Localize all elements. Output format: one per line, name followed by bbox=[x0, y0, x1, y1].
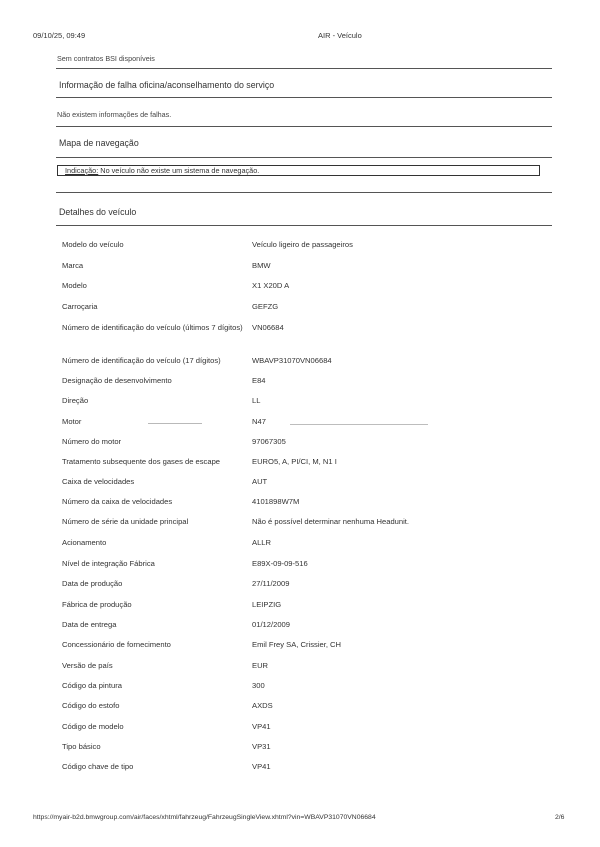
faults-section-title: Informação de falha oficina/aconselhamento do serviço bbox=[59, 80, 275, 90]
detail-value: VP31 bbox=[252, 742, 271, 751]
detail-label: Direção bbox=[62, 396, 89, 405]
detail-row bbox=[0, 302, 600, 320]
detail-row bbox=[0, 281, 600, 299]
bsi-note: Sem contratos BSI disponíveis bbox=[57, 54, 155, 63]
detail-value: VN06684 bbox=[252, 323, 284, 332]
detail-value: 01/12/2009 bbox=[252, 620, 291, 629]
detail-label: Acionamento bbox=[62, 538, 107, 547]
details-section-title: Detalhes do veículo bbox=[59, 207, 137, 217]
nav-section-title: Mapa de navegação bbox=[59, 138, 139, 148]
detail-row bbox=[0, 538, 600, 556]
footer-url[interactable]: https://myair-b2d.bmwgroup.com/air/faces/xhtml/fahrzeug/FahrzeugSingleView.xhtml?vin=WBAVP31070VN06684 bbox=[33, 814, 376, 821]
detail-value: Não é possível determinar nenhuma Headunit. bbox=[252, 517, 410, 526]
detail-row bbox=[0, 417, 600, 435]
detail-row bbox=[0, 620, 600, 638]
detail-row bbox=[0, 261, 600, 279]
detail-label: Concessionário de fornecimento bbox=[62, 640, 171, 649]
detail-label: Número de série da unidade principal bbox=[62, 517, 189, 526]
detail-row bbox=[0, 396, 600, 414]
detail-value: Emil Frey SA, Crissier, CH bbox=[252, 640, 342, 649]
detail-label: Código de modelo bbox=[62, 722, 124, 731]
divider bbox=[56, 97, 552, 98]
detail-value: X1 X20D A bbox=[252, 281, 290, 290]
print-title: AIR - Veículo bbox=[318, 31, 362, 40]
detail-row bbox=[0, 240, 600, 258]
detail-label: Número de identificação do veículo (17 dígitos) bbox=[62, 356, 221, 365]
detail-label: Versão de país bbox=[62, 661, 113, 670]
detail-label: Fábrica de produção bbox=[62, 600, 132, 609]
detail-label: Código chave de tipo bbox=[62, 762, 134, 771]
faults-text: Não existem informações de falhas. bbox=[57, 110, 172, 119]
detail-value: EURO5, A, PI/CI, M, N1 I bbox=[252, 457, 337, 466]
detail-row bbox=[0, 600, 600, 618]
detail-label: Modelo bbox=[62, 281, 87, 290]
nav-hint-box bbox=[57, 165, 540, 176]
print-datetime: 09/10/25, 09:49 bbox=[33, 31, 86, 40]
detail-row bbox=[0, 701, 600, 719]
detail-row bbox=[0, 517, 600, 535]
divider bbox=[56, 68, 552, 69]
divider bbox=[56, 225, 552, 226]
detail-value: LL bbox=[252, 396, 261, 405]
detail-value: AXDS bbox=[252, 701, 273, 710]
detail-value: N47 bbox=[252, 417, 266, 426]
detail-label: Nível de integração Fábrica bbox=[62, 559, 155, 568]
detail-value: 27/11/2009 bbox=[252, 579, 290, 588]
detail-row bbox=[0, 640, 600, 658]
detail-label: Modelo do veículo bbox=[62, 240, 124, 249]
detail-value: LEIPZIG bbox=[252, 600, 282, 609]
detail-value: 300 bbox=[252, 681, 265, 690]
detail-value: BMW bbox=[252, 261, 271, 270]
detail-label: Número do motor bbox=[62, 437, 122, 446]
detail-value: VP41 bbox=[252, 722, 271, 731]
divider bbox=[56, 157, 552, 158]
detail-value: WBAVP31070VN06684 bbox=[252, 356, 332, 365]
detail-value: E89X-09-09-516 bbox=[252, 559, 308, 568]
detail-label: Código da pintura bbox=[62, 681, 122, 690]
detail-label: Data de produção bbox=[62, 579, 123, 588]
detail-value: E84 bbox=[252, 376, 266, 385]
detail-row bbox=[0, 376, 600, 394]
scan-mark bbox=[290, 424, 428, 425]
detail-value: EUR bbox=[252, 661, 269, 670]
detail-row bbox=[0, 437, 600, 455]
detail-row bbox=[0, 559, 600, 577]
detail-row bbox=[0, 579, 600, 597]
detail-value: GEFZG bbox=[252, 302, 279, 311]
detail-row bbox=[0, 661, 600, 679]
detail-row bbox=[0, 323, 600, 341]
detail-row bbox=[0, 457, 600, 475]
detail-row bbox=[0, 356, 600, 374]
detail-label: Caixa de velocidades bbox=[62, 477, 135, 486]
detail-value: ALLR bbox=[252, 538, 271, 547]
detail-label: Data de entrega bbox=[62, 620, 117, 629]
page-number: 2/6 bbox=[555, 814, 565, 821]
detail-row bbox=[0, 497, 600, 515]
detail-label: Tratamento subsequente dos gases de escape bbox=[62, 457, 221, 466]
detail-value: AUT bbox=[252, 477, 268, 486]
scan-mark bbox=[148, 423, 202, 424]
nav-hint-label: Indicação: bbox=[65, 166, 99, 175]
detail-row bbox=[0, 477, 600, 495]
detail-value: 97067305 bbox=[252, 437, 286, 446]
detail-label: Tipo básico bbox=[62, 742, 101, 751]
divider bbox=[56, 126, 552, 127]
detail-row bbox=[0, 722, 600, 740]
divider bbox=[56, 192, 552, 193]
detail-value: VP41 bbox=[252, 762, 271, 771]
detail-label: Marca bbox=[62, 261, 84, 270]
detail-value: 4101898W7M bbox=[252, 497, 300, 506]
detail-value: Veículo ligeiro de passageiros bbox=[252, 240, 353, 249]
detail-label: Motor bbox=[62, 417, 82, 426]
detail-row bbox=[0, 681, 600, 699]
detail-label: Designação de desenvolvimento bbox=[62, 376, 172, 385]
nav-hint-text: No veículo não existe um sistema de navegação. bbox=[100, 166, 260, 175]
detail-label: Número da caixa de velocidades bbox=[62, 497, 173, 506]
detail-label: Número de identificação do veículo (últimos 7 dígitos) bbox=[62, 323, 243, 332]
detail-row bbox=[0, 742, 600, 760]
detail-label: Código do estofo bbox=[62, 701, 120, 710]
detail-row bbox=[0, 762, 600, 780]
detail-label: Carroçaria bbox=[62, 302, 98, 311]
